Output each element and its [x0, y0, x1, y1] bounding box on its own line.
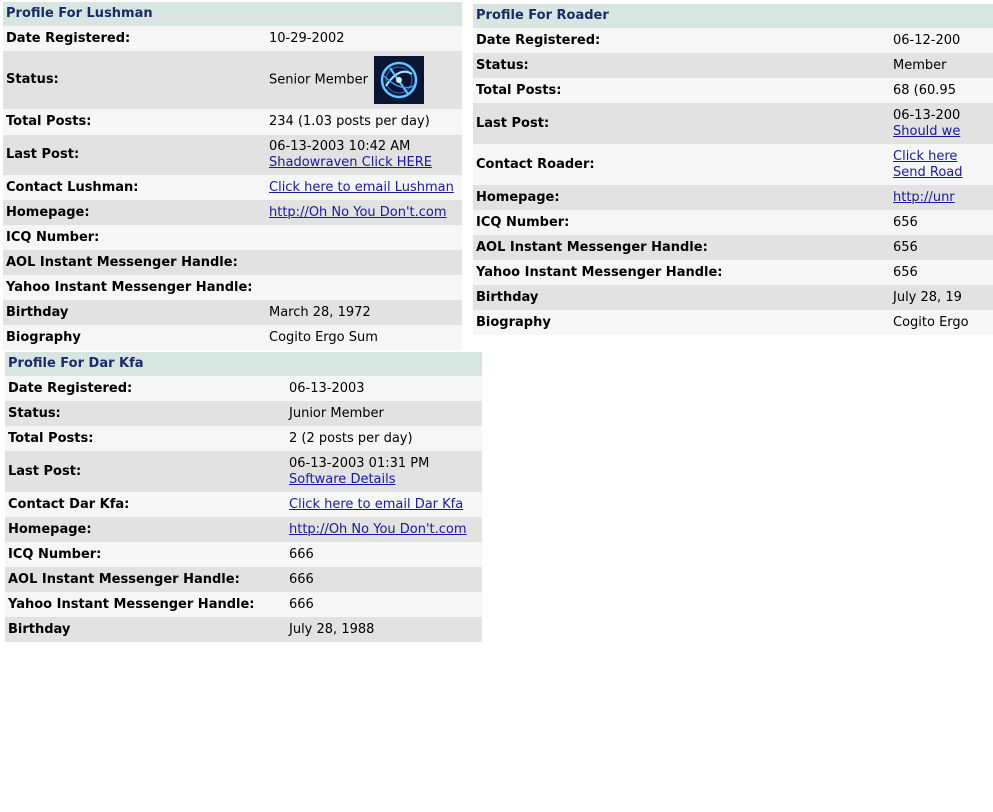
yahoo-value	[265, 275, 462, 300]
last-post-label: Last Post:	[473, 103, 889, 144]
last-post-link[interactable]: Software Details	[289, 471, 396, 487]
contact-label: Contact Lushman:	[3, 175, 265, 200]
icq-value	[265, 225, 462, 250]
last-post-date: 06-13-200	[893, 107, 961, 123]
aol-value	[265, 250, 462, 275]
date-registered-label: Date Registered:	[473, 28, 889, 53]
last-post-label: Last Post:	[3, 135, 265, 175]
homepage-label: Homepage:	[473, 185, 889, 210]
aol-value: 656	[889, 235, 993, 260]
birthday-label: Birthday	[3, 300, 265, 325]
birthday-value: July 28, 19	[889, 285, 993, 310]
icq-label: ICQ Number:	[3, 225, 265, 250]
last-post-date: 06-13-2003 01:31 PM	[289, 455, 430, 471]
status-label: Status:	[473, 53, 889, 78]
date-registered-value: 10-29-2002	[265, 26, 462, 51]
biography-label: Biography	[3, 325, 265, 350]
date-registered-value: 06-13-2003	[285, 376, 482, 401]
biography-value: Cogito Ergo	[889, 310, 993, 335]
homepage-link[interactable]: http://Oh No You Don't.com	[269, 204, 447, 220]
contact-cell	[889, 144, 993, 185]
last-post-cell	[285, 451, 482, 492]
aol-label: AOL Instant Messenger Handle:	[473, 235, 889, 260]
biography-value: Cogito Ergo Sum	[265, 325, 462, 350]
aol-label: AOL Instant Messenger Handle:	[3, 250, 265, 275]
total-posts-label: Total Posts:	[5, 426, 285, 451]
last-post-link[interactable]: Shadowraven Click HERE	[269, 155, 433, 170]
profile-header: Profile For Lushman	[3, 2, 462, 26]
birthday-value: July 28, 1988	[285, 617, 482, 642]
yahoo-label: Yahoo Instant Messenger Handle:	[473, 260, 889, 285]
status-value: Member	[889, 53, 993, 78]
profile-header: Profile For Dar Kfa	[5, 352, 482, 376]
date-registered-label: Date Registered:	[3, 26, 265, 51]
aol-label: AOL Instant Messenger Handle:	[5, 567, 285, 592]
status-value: Senior Member	[269, 72, 369, 88]
total-posts-value: 68 (60.95	[889, 78, 993, 103]
biography-label: Biography	[473, 310, 889, 335]
status-label: Status:	[5, 401, 285, 426]
send-message-link[interactable]: Send Road	[893, 164, 963, 180]
icq-value: 656	[889, 210, 993, 235]
homepage-label: Homepage:	[3, 200, 265, 225]
total-posts-value: 234 (1.03 posts per day)	[265, 109, 462, 135]
profile-lushman	[3, 2, 462, 350]
homepage-label: Homepage:	[5, 517, 285, 542]
email-user-link[interactable]: Click here to email Dar Kfa	[289, 496, 464, 512]
yahoo-label: Yahoo Instant Messenger Handle:	[5, 592, 285, 617]
last-post-cell	[265, 135, 462, 175]
status-value: Junior Member	[285, 401, 482, 426]
birthday-value: March 28, 1972	[265, 300, 462, 325]
glowing-circle-avatar-icon	[374, 56, 424, 104]
date-registered-label: Date Registered:	[5, 376, 285, 401]
contact-label: Contact Roader:	[473, 144, 889, 185]
date-registered-value: 06-12-200	[889, 28, 993, 53]
yahoo-value: 656	[889, 260, 993, 285]
last-post-link[interactable]: Should we	[893, 123, 961, 139]
status-cell	[265, 51, 462, 109]
total-posts-label: Total Posts:	[3, 109, 265, 135]
status-label: Status:	[3, 51, 265, 109]
profile-header: Profile For Roader	[473, 4, 993, 28]
last-post-label: Last Post:	[5, 451, 285, 492]
profile-dar-kfa	[5, 352, 482, 642]
yahoo-label: Yahoo Instant Messenger Handle:	[3, 275, 265, 300]
contact-label: Contact Dar Kfa:	[5, 492, 285, 517]
icq-label: ICQ Number:	[5, 542, 285, 567]
aol-value: 666	[285, 567, 482, 592]
birthday-label: Birthday	[473, 285, 889, 310]
birthday-label: Birthday	[5, 617, 285, 642]
email-user-link[interactable]: Click here to email Lushman	[269, 179, 454, 195]
last-post-cell	[889, 103, 993, 144]
profile-roader	[473, 4, 969, 335]
last-post-date: 06-13-2003 10:42 AM	[269, 139, 411, 154]
icq-value: 666	[285, 542, 482, 567]
homepage-link[interactable]: http://Oh No You Don't.com	[289, 521, 467, 537]
total-posts-value: 2 (2 posts per day)	[285, 426, 482, 451]
email-user-link[interactable]: Click here	[893, 148, 958, 164]
yahoo-value: 666	[285, 592, 482, 617]
homepage-link[interactable]: http://unr	[893, 189, 955, 205]
icq-label: ICQ Number:	[473, 210, 889, 235]
total-posts-label: Total Posts:	[473, 78, 889, 103]
